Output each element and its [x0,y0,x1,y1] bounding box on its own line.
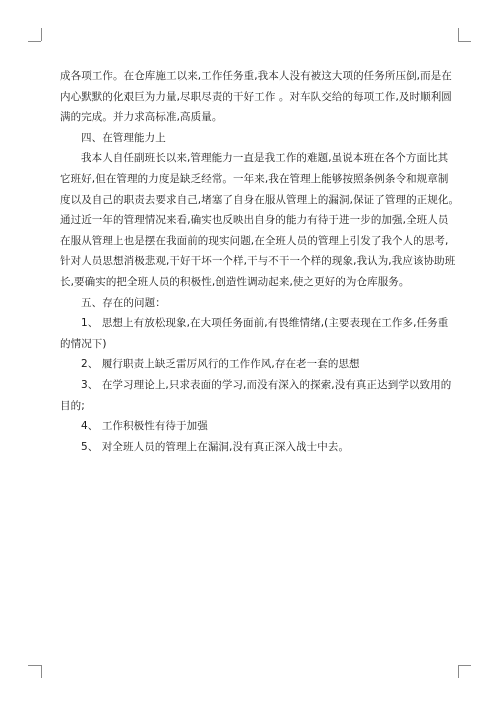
section-heading-problems [60,293,440,314]
list-item: 1、 思想上有放松现象,在大项任务面前,有畏维情绪,(主要表现在工作多,任务重 [81,317,449,330]
text-line: 长,要确实的把全班人员的积极性,创造性调动起来,使之更好的为仓库服务。 [60,275,410,288]
text-line: 它班好,但在管理的力度是缺乏经常。一年来,我在管理上能够按照条例条令和规章制 [60,172,449,185]
paragraph-management [60,148,460,292]
document-body [60,66,460,457]
text-line: 通过近一年的管理情况来看,确实也反映出自身的能力有待于进一步的加强,全班人员 [60,214,449,227]
text-line: 我本人自任副班长以来,管理能力一直是我工作的难题,虽说本班在各个方面比其 [81,152,449,165]
text-line: 针对人员思想消极悲观,干好干坏一个样,干与不干一个样的现象,我认为,我应该协助班 [60,255,456,268]
list-item: 5、 对全班人员的管理上在漏洞,没有真正深入战士中去。 [81,440,350,453]
list-item: 2、 履行职责上缺乏雷厉风行的工作作风,存在老一套的思想 [81,358,360,371]
text-line: 满的完成。并力求高标准,高质量。 [60,111,223,124]
list-item-continuation: 的情况下) [60,337,107,350]
list-item: 4、 工作积极性有待于加强 [81,420,208,433]
section-heading-management [60,128,440,149]
section-heading: 五、存在的问题： [81,296,166,309]
text-line: 成各项工作。在仓库施工以来,工作任务重,我本人没有被这大项的任务所压倒,而是在 [60,70,452,82]
list-item: 3、 在学习理论上,只求表面的学习,而没有深入的探索,没有真正达到学以致用的 [81,378,452,391]
paragraph-work-attitude [60,66,452,128]
problem-list [60,313,452,457]
text-line: 度以及自己的职责去要求自己,堵塞了自身在服从管理上的漏洞,保证了管理的正规化。 [60,193,460,206]
text-line: 在服从管理上也是摆在我面前的现实问题,在全班人员的管理上引发了我个人的思考, [60,234,449,247]
list-item-continuation: 目的; [60,399,85,412]
section-heading: 四、在管理能力上 [81,131,166,144]
text-line: 内心默默的化艰巨为力量,尽职尽责的干好工作 。对车队交给的每项工作,及时顺利圆 [60,90,452,103]
